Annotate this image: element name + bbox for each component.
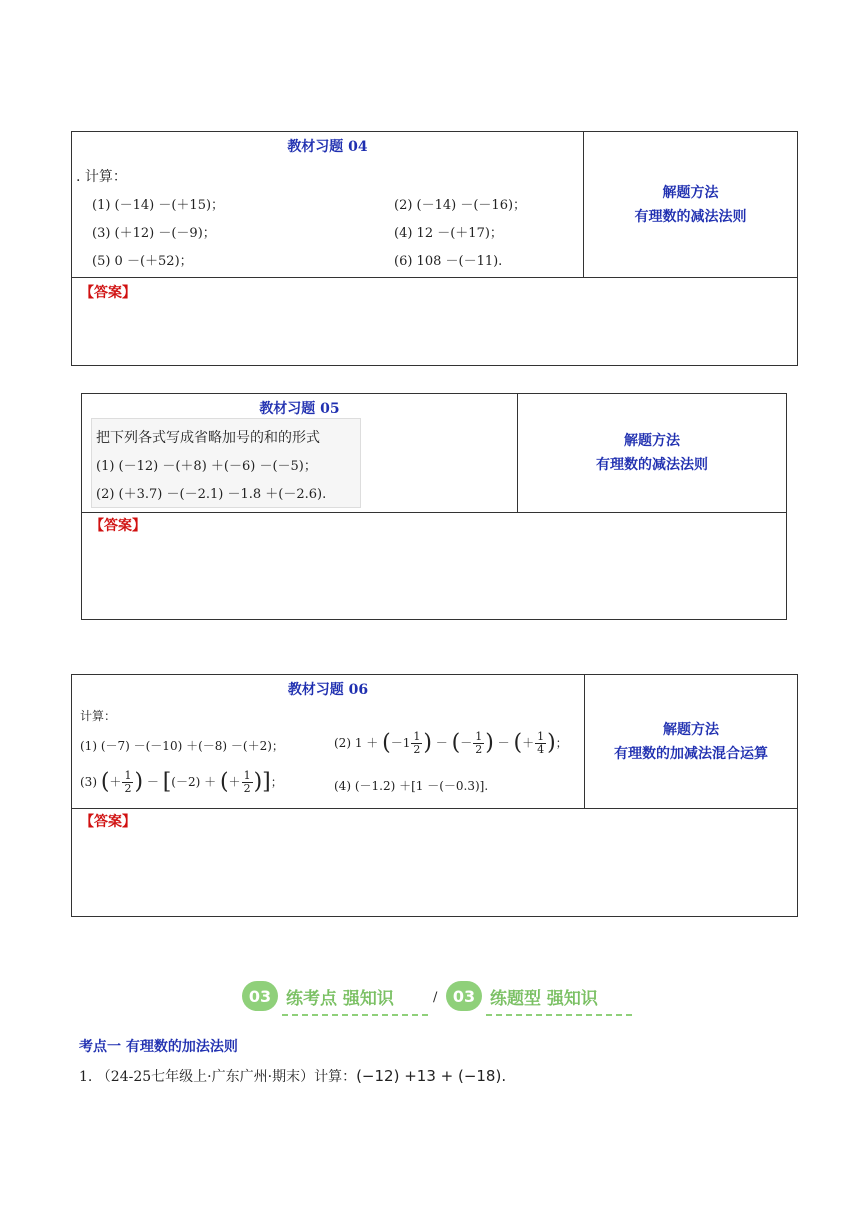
- method-title: 解题方法: [662, 184, 719, 201]
- method-title: 解题方法: [624, 433, 680, 449]
- problem-3-mid: (－2) ＋: [171, 775, 217, 789]
- paren: (: [100, 769, 110, 795]
- problem-2-end: ；: [555, 736, 568, 750]
- question-cell: [82, 394, 518, 513]
- fraction: $\frac{1}{2}$: [475, 730, 483, 756]
- method-text: 有理数的减法法则: [634, 208, 747, 225]
- paren: ): [134, 769, 144, 795]
- number-badge: 03: [242, 981, 278, 1011]
- banner-separator: /: [433, 990, 438, 1005]
- question-1-text: 1. （24-25七年级上·广东广州·期末）计算：: [79, 1069, 357, 1085]
- question-image: [91, 418, 361, 508]
- problem-2: [334, 731, 568, 756]
- question-prompt: 计算：: [80, 709, 117, 723]
- section-banner-right: [446, 975, 598, 1017]
- problem-3: [80, 770, 283, 795]
- problem-2: (2) (＋3.7) －(－2.1) －1.8 ＋(－2.6).: [96, 487, 327, 502]
- exercise-card-05: [81, 393, 787, 620]
- paren: (: [451, 730, 461, 756]
- number-badge: 03: [446, 981, 482, 1011]
- section-banner-left: [242, 975, 394, 1017]
- fraction: $\frac{1}{2}$: [413, 730, 421, 756]
- method-title: 解题方法: [663, 721, 719, 738]
- section-heading: 考点一 有理数的加法法则: [79, 1039, 238, 1055]
- problem-5: (5) 0 －(＋52)；: [92, 254, 193, 269]
- method-text: 有理数的减法法则: [596, 457, 708, 473]
- card-title: 教材习题 05: [259, 401, 340, 417]
- problem-2-term1: －1: [390, 736, 411, 750]
- answer-label: 【答案】: [80, 285, 136, 301]
- exercise-card-06: [71, 674, 798, 917]
- question-cell: [72, 132, 584, 278]
- problem-2-start: (2) 1 ＋: [334, 736, 379, 750]
- bracket: ]: [262, 769, 271, 795]
- problem-1: (1) (－14) －(＋15)；: [92, 198, 225, 213]
- fraction: $\frac{1}{4}$: [537, 730, 545, 756]
- problem-2-sign: ＋: [522, 736, 535, 750]
- bracket: [: [162, 769, 172, 795]
- answer-label: 【答案】: [90, 518, 146, 534]
- problem-3-sign: ＋: [109, 775, 122, 789]
- problem-4: (4) (－1.2) ＋[1 －(－0.3)].: [334, 779, 489, 793]
- question-1-expression: (−12) +13 + (−18).: [356, 1067, 507, 1085]
- question-prompt: 把下列各式写成省略加号的和的形式: [96, 430, 320, 446]
- problem-4: (4) 12 －(＋17)；: [394, 226, 503, 241]
- banner-underline: [486, 1014, 632, 1016]
- exercise-card-04: [71, 131, 798, 366]
- question-cell: [72, 675, 585, 809]
- problem-3: (3) (＋12) －(－9)；: [92, 226, 216, 241]
- problem-1: (1) (－12) －(＋8) ＋(－6) －(－5)；: [96, 459, 317, 474]
- paren: ): [485, 730, 494, 756]
- answer-label: 【答案】: [80, 814, 136, 830]
- problem-2-sign: －: [460, 736, 473, 750]
- banner-text: 练题型 强知识: [490, 988, 598, 1009]
- paren: (: [219, 769, 229, 795]
- question-prompt: . 计算：: [76, 169, 127, 185]
- problem-3-sign: ＋: [228, 775, 241, 789]
- card-title: 教材习题 06: [287, 682, 369, 698]
- question-1: [79, 1066, 506, 1086]
- banner-underline: [282, 1014, 428, 1016]
- method-cell: [585, 675, 797, 809]
- paren: ): [423, 730, 432, 756]
- paren: ): [253, 769, 263, 795]
- problem-6: (6) 108 －(－11).: [394, 254, 503, 269]
- method-text: 有理数的加减法混合运算: [614, 745, 768, 762]
- method-cell: [518, 394, 786, 513]
- card-title: 教材习题 04: [287, 139, 368, 155]
- problem-3-end: ；: [270, 775, 283, 789]
- problem-3-op: －: [146, 775, 159, 789]
- method-cell: [584, 132, 797, 278]
- problem-2: (2) (－14) －(－16)；: [394, 198, 527, 213]
- banner-text: 练考点 强知识: [286, 988, 394, 1009]
- paren: (: [513, 730, 523, 756]
- problem-2-op: －: [435, 736, 448, 750]
- paren: (: [382, 730, 391, 756]
- problem-1: (1) (－7) －(－10) ＋(－8) －(＋2)；: [80, 739, 284, 753]
- problem-2-op: －: [497, 736, 510, 750]
- fraction: $\frac{1}{2}$: [124, 769, 132, 795]
- problem-3-start: (3): [80, 775, 97, 789]
- paren: ): [547, 730, 556, 756]
- fraction: $\frac{1}{2}$: [243, 769, 251, 795]
